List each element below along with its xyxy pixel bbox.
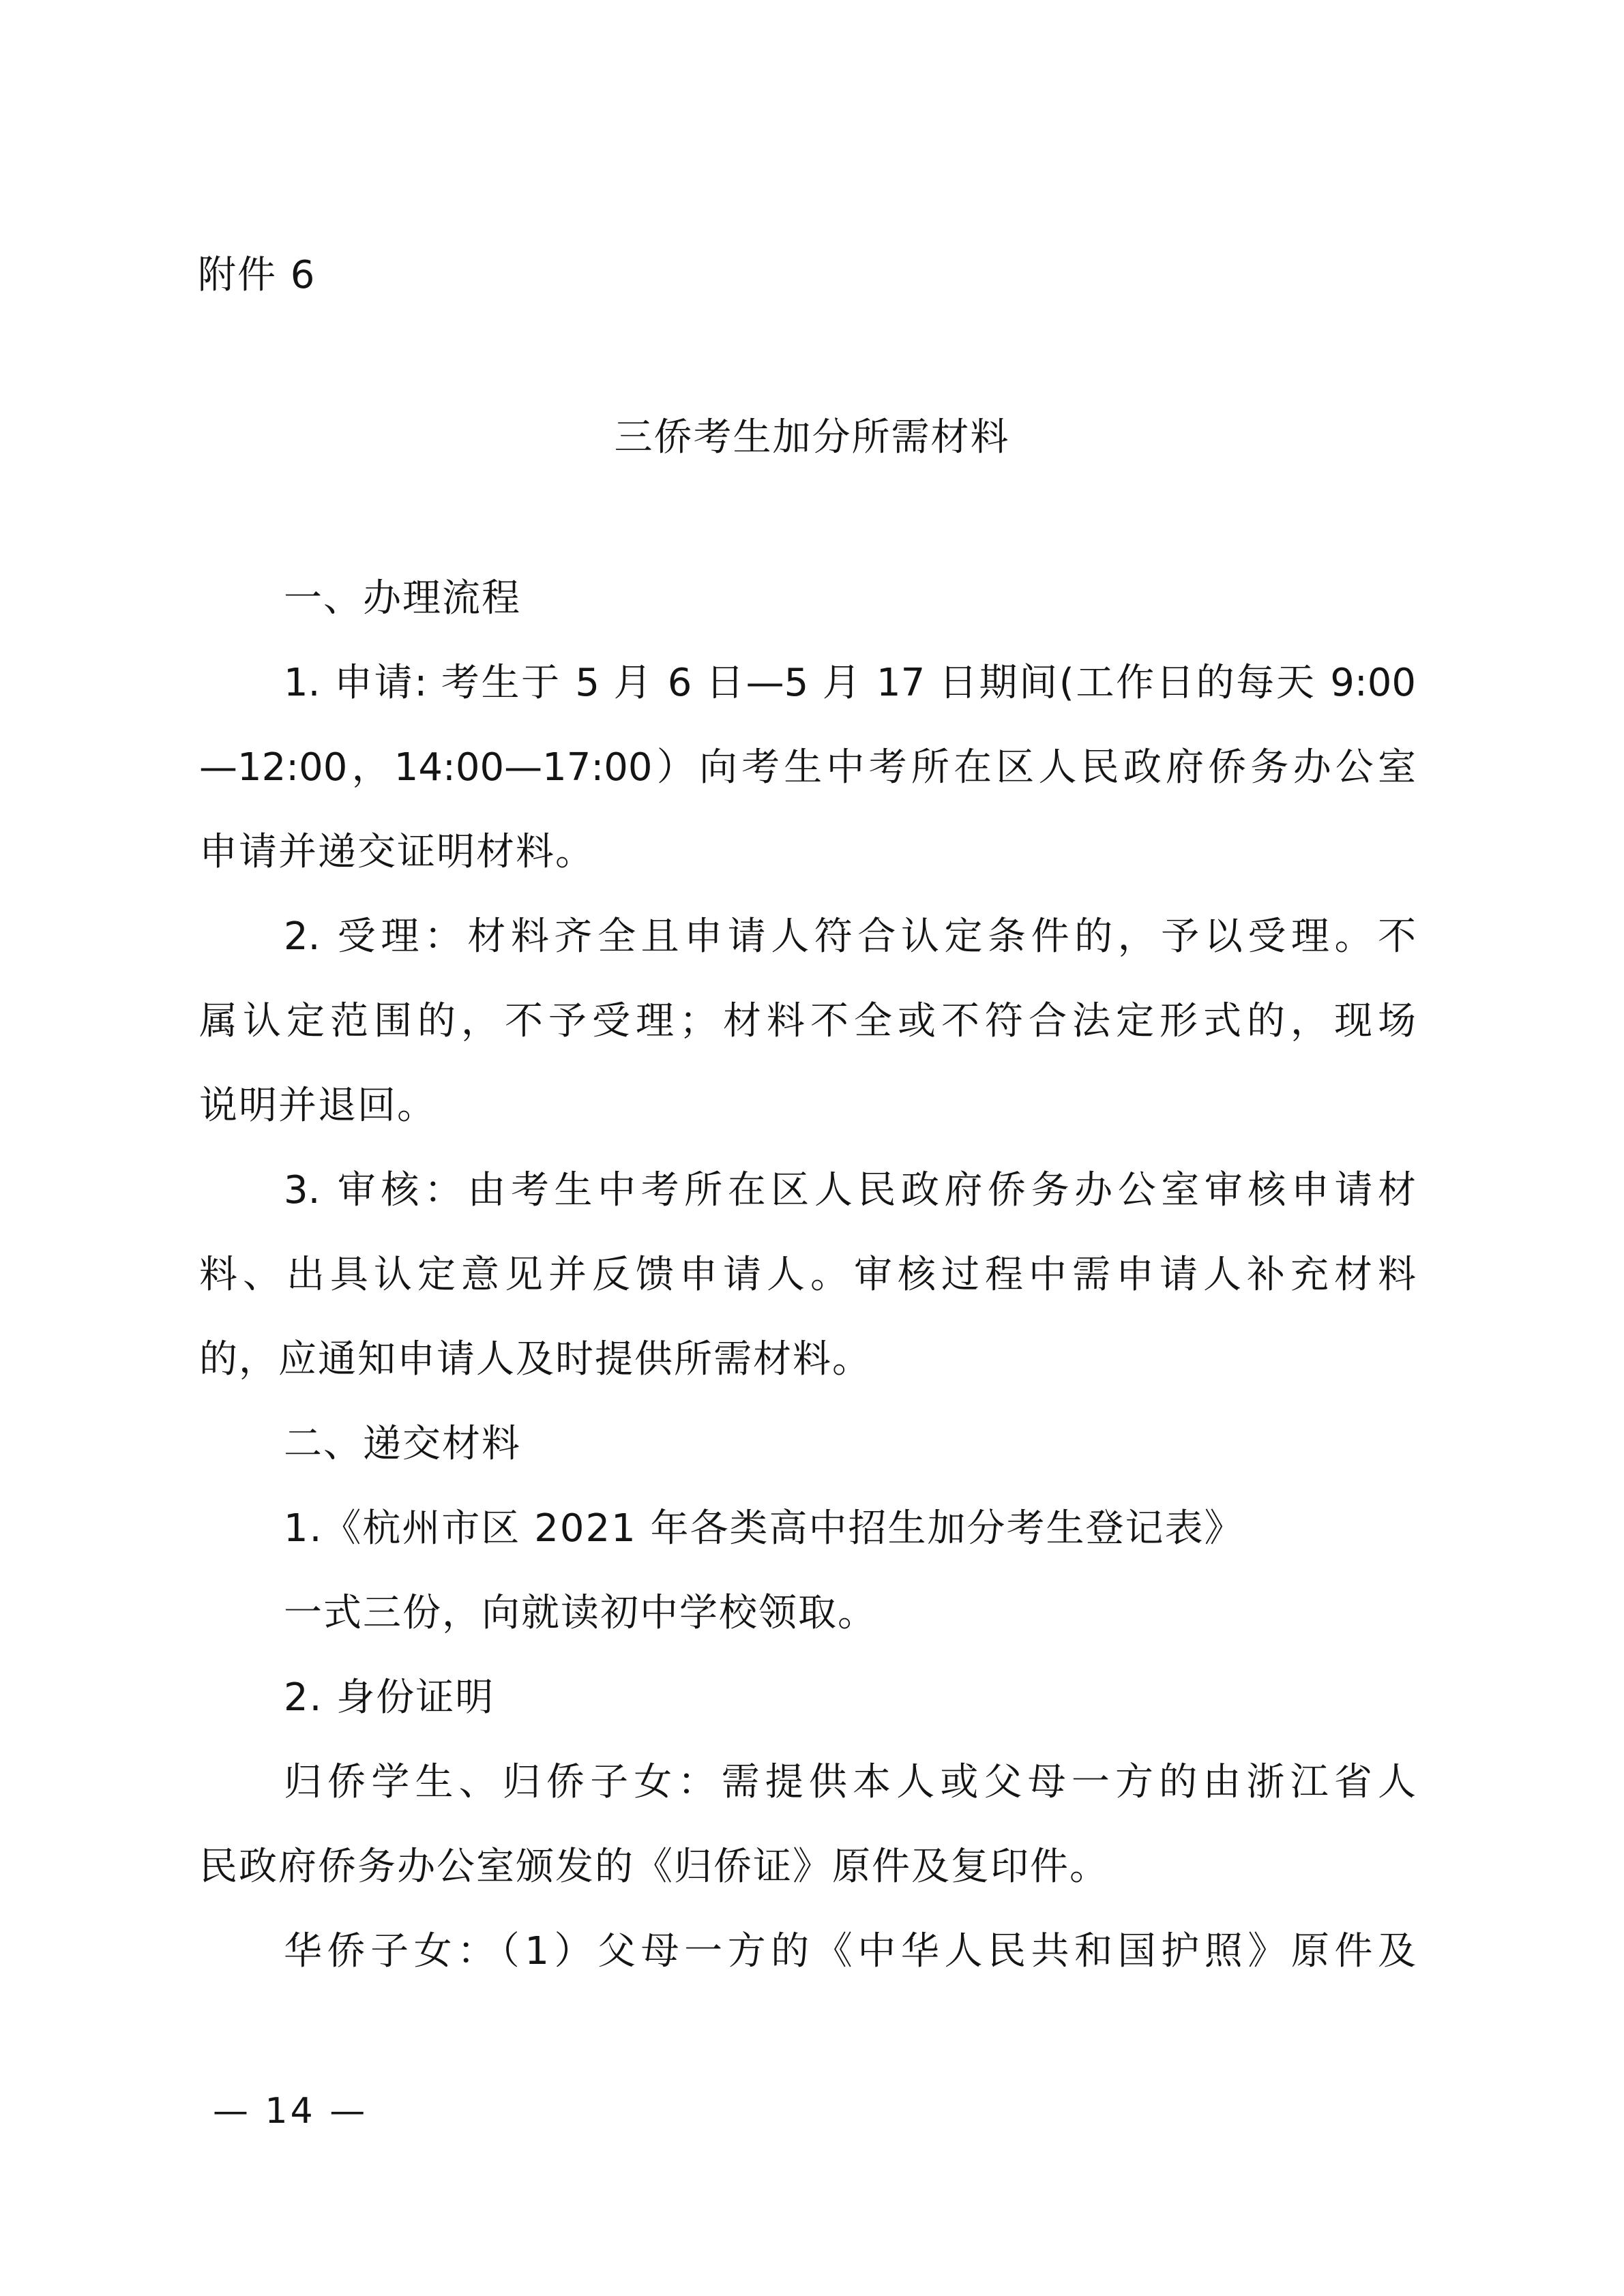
item2-line3: 说明并退回。 xyxy=(199,1084,437,1128)
section-heading-materials: 二、递交材料 xyxy=(284,1422,521,1466)
page-number: — 14 — xyxy=(213,2091,368,2132)
returned-overseas-line1: 归侨学生、归侨子女：需提供本人或父母一方的由浙江省人 xyxy=(284,1760,1416,1804)
item1-line1: 1. 申请: 考生于 5 月 6 日—5 月 17 日期间(工作日的每天 9:00 xyxy=(284,661,1416,705)
overseas-children-line1: 华侨子女：（1）父母一方的《中华人民共和国护照》原件及 xyxy=(284,1929,1416,1973)
item3-line3: 的，应通知申请人及时提供所需材料。 xyxy=(199,1337,872,1382)
section-heading-process: 一、办理流程 xyxy=(284,576,521,621)
material1-line2: 一式三份，向就读初中学校领取。 xyxy=(284,1591,877,1635)
item3-line2: 料、出具认定意见并反馈申请人。审核过程中需申请人补充材料 xyxy=(199,1253,1416,1297)
item1-line3: 申请并递交证明材料。 xyxy=(199,830,595,874)
item1-line2: —12:00，14:00—17:00）向考生中考所在区人民政府侨务办公室 xyxy=(199,745,1416,790)
material1-line1: 1.《杭州市区 2021 年各类高中招生加分考生登记表》 xyxy=(284,1506,1244,1551)
returned-overseas-line2: 民政府侨务办公室颁发的《归侨证》原件及复印件。 xyxy=(199,1845,1109,1889)
item3-line1: 3. 审核：由考生中考所在区人民政府侨务办公室审核申请材 xyxy=(284,1168,1416,1212)
document-title: 三侨考生加分所需材料 xyxy=(614,415,1010,460)
attachment-label: 附件 6 xyxy=(198,253,316,297)
item2-line1: 2. 受理：材料齐全且申请人符合认定条件的，予以受理。不 xyxy=(284,914,1416,959)
item2-line2: 属认定范围的，不予受理；材料不全或不符合法定形式的，现场 xyxy=(199,999,1416,1043)
material2-heading: 2. 身份证明 xyxy=(284,1675,495,1720)
